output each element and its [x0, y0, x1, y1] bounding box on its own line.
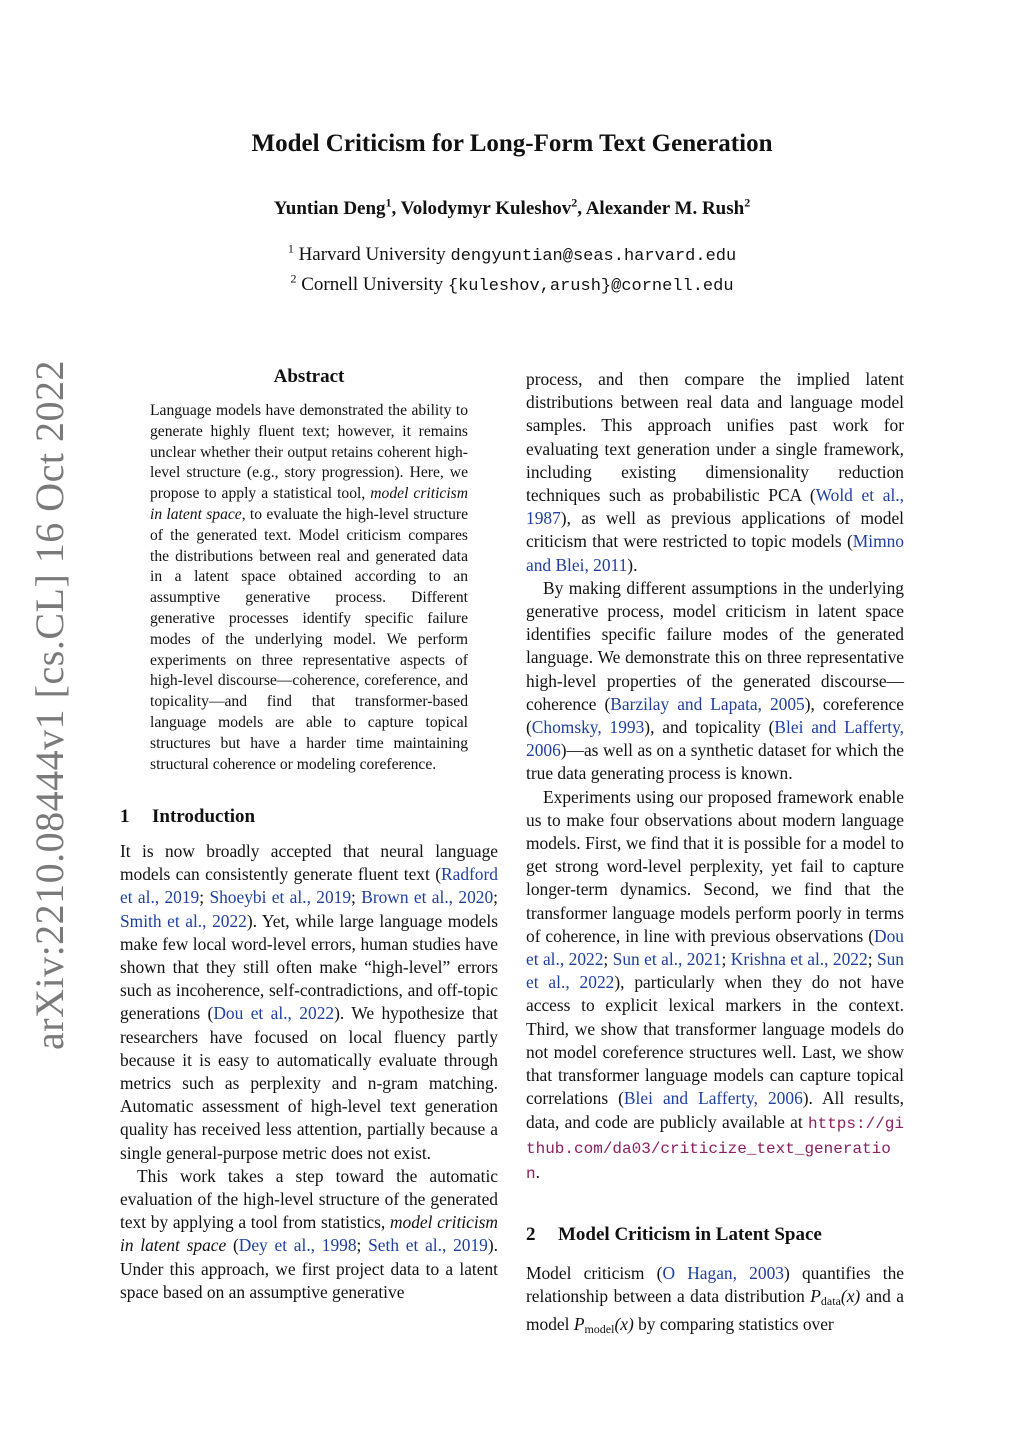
left-column-body: [120, 840, 498, 1304]
right-column-body: [526, 368, 904, 1186]
citation-link[interactable]: Wold et al., 1987: [526, 485, 904, 529]
section-2-paragraph-1: Model criticism (O Hagan, 2003) quantifies the relationship between a data distribution $P_{data}(x)$ and a model $P_{model}(x)$ by comparing statistics over: [526, 1263, 904, 1337]
affil-institution: Cornell University: [301, 274, 444, 295]
intro-paragraph-4: Experiments using our proposed framework enable us to make four observations about modern language models. First, we find that it is possible for a model to get strong word-level perplexity, yet fail to capture longer-term dynamics. Second, we find that the transformer language models perform poorly in terms of coherence, in line with previous observations (Dou et al., 2022; Sun et al., 2021; Krishna et al., 2022; Sun et al., 2022), particularly when they do not have access to explicit lexical markers in the context. Third, we show that transformer language models do not model coreference structures well. Last, we show that transformer language models can capture topical correlations (Blei and Lafferty, 2006). All results, data, and code are publicly available at https://github.com/da03/criticize_text_generation.: [526, 786, 904, 1183]
affil-mark: 2: [290, 271, 297, 286]
citation-link[interactable]: Mimno and Blei, 2011: [526, 531, 904, 575]
section-heading-introduction: 1 Introduction: [120, 806, 256, 827]
author-affil-mark: 2: [571, 195, 578, 210]
citation-link[interactable]: Dou et al., 2022: [526, 925, 904, 970]
affil-institution: Harvard University: [298, 244, 446, 265]
section-heading-model-criticism: 2 Model Criticism in Latent Space: [526, 1224, 822, 1245]
citation-link[interactable]: Shoeybi et al., 2019: [209, 887, 352, 908]
intro-paragraph-1: It is now broadly accepted that neural language models can consistently generate fluent text (Radford et al., 2019; Shoeybi et al., 2019; Brown et al., 2020; Smith et al., 2022). Yet, while large language models make few local word-level errors, human studies have shown that they still often make “high-level” errors such as incoherence, self-contradictions, and off-topic generations (Dou et al., 2022). We hypothesize that researchers have focused on local fluency partly because it is easy to automatically evaluate through metrics such as perplexity and n-gram matching. Automatic assessment of high-level text generation quality has received less attention, partially because a single general-purpose metric does not exist.: [120, 841, 499, 1163]
math-p-model: $P_{model}(x)$: [573, 1314, 634, 1337]
citation-link[interactable]: Brown et al., 2020: [361, 887, 494, 908]
intro-paragraph-2-continued: process, and then compare the implied latent distributions between real data and language model samples. This approach unifies past work for evaluating text generation under a single framework, including existing dimensionality reduction techniques such as probabilistic PCA (Wold et al., 1987), as well as previous applications of model criticism that were restricted to topic models (Mimno and Blei, 2011).: [526, 369, 904, 575]
citation-link[interactable]: Seth et al., 2019: [368, 1235, 488, 1256]
author-name: Volodymyr Kuleshov: [400, 198, 572, 219]
math-p-data: $P_{data}(x)$: [810, 1286, 861, 1309]
github-url-link[interactable]: https://github.com/da03/criticize_text_generation: [526, 1114, 904, 1183]
citation-link[interactable]: Dey et al., 1998: [238, 1235, 357, 1256]
author-name: Alexander M. Rush: [585, 198, 745, 219]
citation-link[interactable]: Sun et al., 2021: [612, 949, 722, 970]
paper-title: Model Criticism for Long-Form Text Generation: [251, 130, 773, 157]
author-affil-mark: 2: [744, 195, 751, 210]
citation-link[interactable]: Krishna et al., 2022: [730, 949, 868, 970]
intro-paragraph-3: By making different assumptions in the underlying generative process, model criticism in latent space identifies specific failure modes of the generated language. We demonstrate this on three representative high-level properties of the generated discourse—coherence (Barzilay and Lapata, 2005), coreference (Chomsky, 1993), and topicality (Blei and Lafferty, 2006)—as well as on a synthetic dataset for which the true data generating process is known.: [526, 577, 904, 784]
arxiv-identifier: arXiv:2210.08444v1 [cs.CL] 16 Oct 2022: [27, 359, 72, 1050]
intro-paragraph-2: This work takes a step toward the automatic evaluation of the high-level structure of the generated text by applying a tool from statistics, model criticism in latent space (Dey et al., 1998; Seth et al., 2019). Under this approach, we first project data to a latent space based on an assumptive generative: [120, 1165, 498, 1302]
citation-link[interactable]: Dou et al., 2022: [213, 1003, 335, 1024]
citation-link[interactable]: Chomsky, 1993: [531, 717, 645, 738]
citation-link[interactable]: Smith et al., 2022: [120, 910, 247, 931]
author-name: Yuntian Deng: [273, 198, 386, 219]
citation-link[interactable]: Sun et al., 2022: [526, 949, 904, 993]
affiliation-2: [0, 271, 1024, 296]
citation-link[interactable]: O Hagan, 2003: [662, 1263, 784, 1283]
abstract-text: Language models have demonstrated the ability to generate highly fluent text; however, it remains unclear whether their output retains coherent high-level structure (e.g., story progression). Here, we propose to apply a statistical tool, model criticism in latent space, to evaluate the high-level structure of the generated text. Model criticism compares the distributions between real and generated data in a latent space obtained according to an assumptive generative process. Different generative processes identify specific failure modes of the underlying model. We perform experiments on three representative aspects of high-level discourse—coherence, coreference, and topicality—and find that transformer-based language models are able to capture topical structures but have a harder time maintaining structural coherence or modeling coreference.: [150, 402, 469, 773]
citation-link[interactable]: Blei and Lafferty, 2006: [526, 717, 904, 761]
section-2-body: [526, 1262, 904, 1342]
citation-link[interactable]: Radford et al., 2019: [120, 864, 498, 908]
affiliation-1: [0, 241, 1024, 266]
citation-link[interactable]: Barzilay and Lapata, 2005: [610, 693, 805, 714]
affil-email: dengyuntian@seas.harvard.edu: [450, 247, 737, 266]
citation-link[interactable]: Blei and Lafferty, 2006: [623, 1088, 803, 1109]
affil-mark: 1: [287, 241, 294, 256]
author-affil-mark: 1: [385, 195, 392, 210]
author-list: Yuntian Deng$^1$, Volodymyr Kuleshov$^2$, Alexander M. Rush$^2$: [273, 195, 751, 219]
abstract-heading: Abstract: [273, 366, 345, 387]
affil-email: {kuleshov,arush}@cornell.edu: [447, 277, 734, 296]
